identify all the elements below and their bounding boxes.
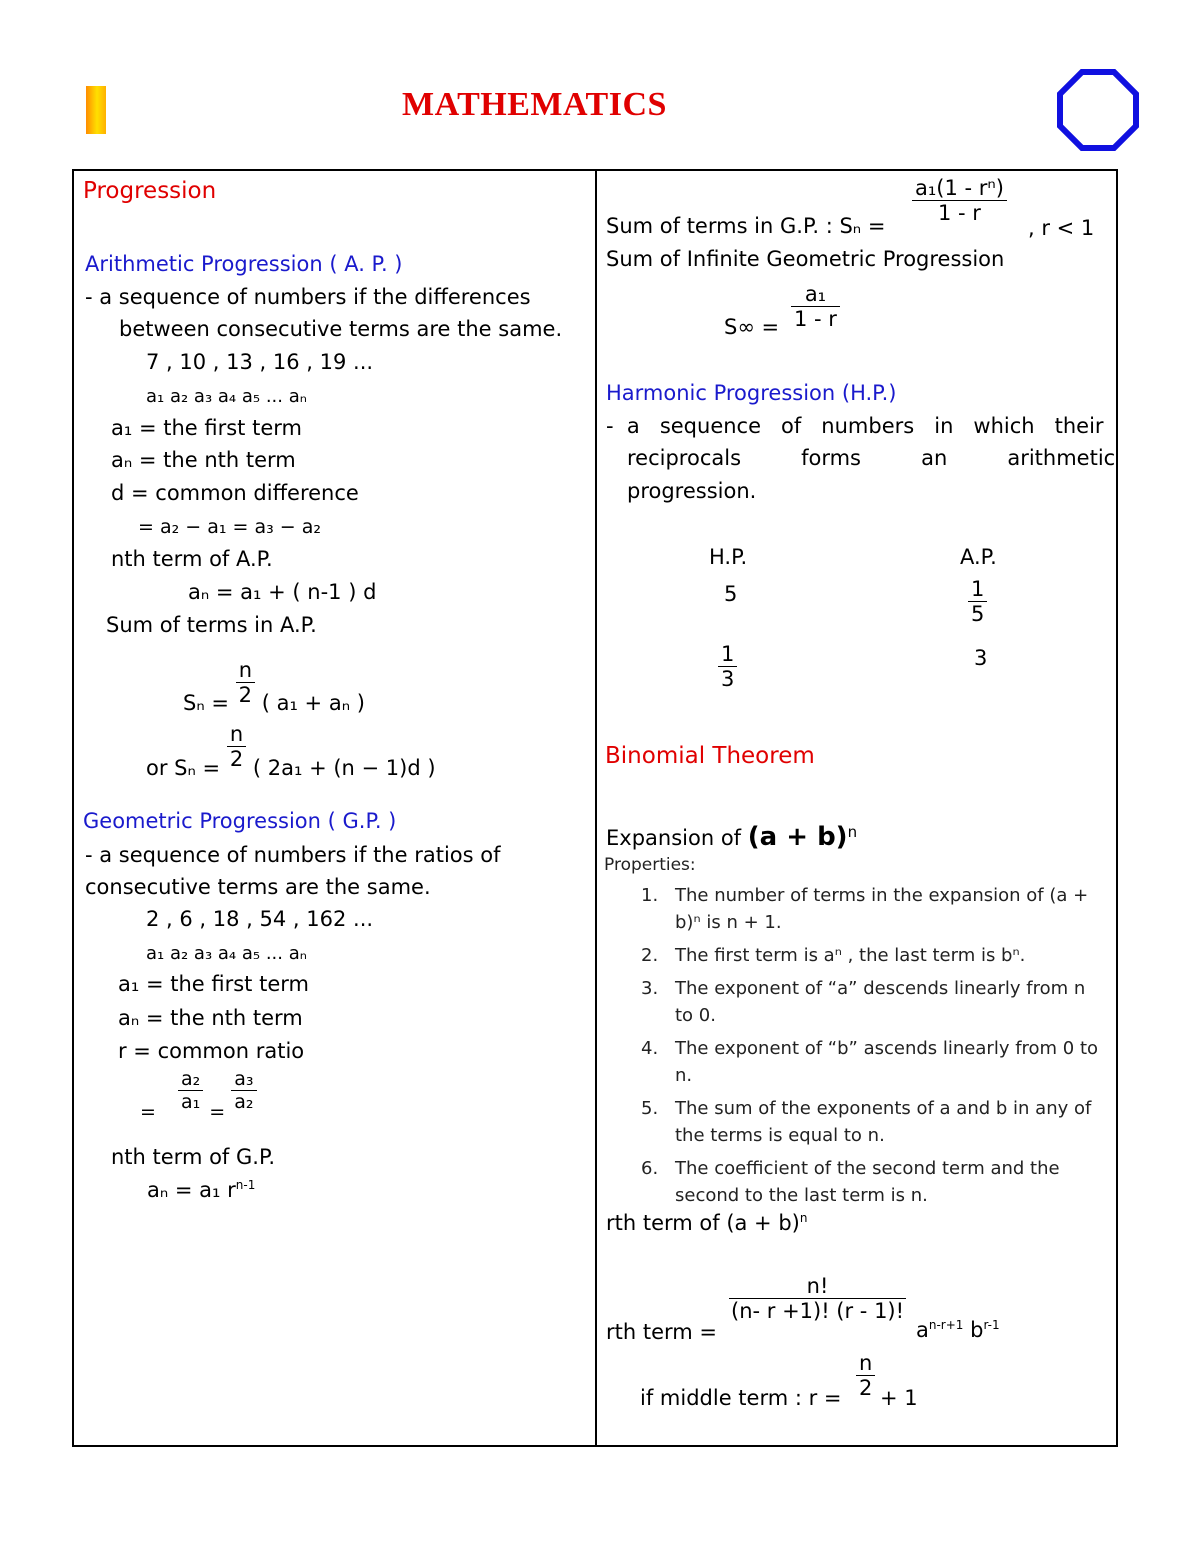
gp-terms: a₁ a₂ a₃ a₄ a₅ ... aₙ <box>146 943 307 964</box>
ap-sum-label: Sum of terms in A.P. <box>106 613 317 637</box>
gp-ratio-formula <box>140 1068 257 1123</box>
rth-a: a <box>916 1318 929 1342</box>
sn-rhs: ( a₁ + aₙ ) <box>261 690 365 715</box>
gp-definition-line1: - a sequence of numbers if the ratios of <box>85 843 501 867</box>
expansion-label-text: Expansion of <box>606 826 742 850</box>
fraction-numerator: a₃ <box>231 1068 256 1091</box>
gp-nth-formula-exponent: n-1 <box>235 1178 256 1192</box>
infinite-gp-label: Sum of Infinite Geometric Progression <box>606 247 1005 271</box>
list-item <box>641 1155 1101 1209</box>
hp-definition-line2: reciprocals forms an arithmetic <box>627 446 1116 470</box>
binomial-heading: Binomial Theorem <box>605 743 815 769</box>
list-item <box>641 882 1101 936</box>
equals-sign: = <box>209 1101 226 1123</box>
fraction-denominator: 2 <box>229 747 244 771</box>
ap-terms: a₁ a₂ a₃ a₄ a₅ ... aₙ <box>146 386 307 407</box>
rth-term-label-text: rth term of (a + b) <box>606 1211 800 1235</box>
fraction-denominator: (n- r +1)! (r - 1)! <box>731 1299 905 1323</box>
ap-column-header: A.P. <box>960 545 997 569</box>
rth-term-powers <box>916 1318 1000 1342</box>
n-over-2-fraction <box>227 722 246 771</box>
rth-a-exponent: n-r+1 <box>928 1318 964 1332</box>
orange-bar-marker <box>86 86 106 134</box>
expansion-exponent: n <box>847 823 858 841</box>
column-divider <box>595 169 597 1447</box>
a2-over-a1-fraction <box>178 1068 203 1113</box>
hp-value-5: 5 <box>724 582 738 606</box>
gp-heading: Geometric Progression ( G.P. ) <box>83 809 397 833</box>
list-item-text: The first term is aⁿ , the last term is bⁿ. <box>675 945 1026 966</box>
ap-value-3: 3 <box>974 646 988 670</box>
ap-example: 7 , 10 , 13 , 16 , 19 ... <box>146 350 374 374</box>
list-item-text: The exponent of “a” descends linearly from n to 0. <box>675 978 1086 1026</box>
expansion-label <box>606 822 857 852</box>
hp-value-one-third <box>718 642 737 691</box>
rth-term-fraction <box>729 1274 906 1323</box>
section-title-progression: Progression <box>83 178 217 204</box>
gp-sum-fraction <box>912 176 1007 225</box>
ap-sum-formula-2 <box>146 708 436 780</box>
fraction-numerator: a₁ <box>791 282 840 307</box>
fraction-denominator: 3 <box>721 667 735 691</box>
list-item-number: 4. <box>641 1038 659 1059</box>
n-over-2-fraction <box>236 658 255 707</box>
infinite-sum-fraction <box>791 282 840 331</box>
ap-nth-term: aₙ = the nth term <box>111 448 296 472</box>
rth-term-lhs: rth term = <box>606 1320 717 1344</box>
gp-sum-label: Sum of terms in G.P. : Sₙ = <box>606 214 886 238</box>
fraction-numerator: n <box>236 658 255 683</box>
fraction-numerator: 1 <box>968 577 987 602</box>
gp-nth-formula <box>147 1178 255 1202</box>
a3-over-a2-fraction <box>231 1068 256 1113</box>
infinite-sum-lhs: S∞ = <box>724 315 780 339</box>
rth-b-exponent: r-1 <box>983 1318 1000 1332</box>
middle-term-rhs: + 1 <box>880 1386 918 1410</box>
rth-b: b <box>970 1318 984 1342</box>
gp-first-term: a₁ = the first term <box>118 972 309 996</box>
hp-column-header: H.P. <box>709 545 748 569</box>
list-item <box>641 942 1101 969</box>
gp-nth-formula-base: aₙ = a₁ r <box>147 1178 236 1202</box>
fraction-denominator: 2 <box>238 683 253 707</box>
ap-nth-label: nth term of A.P. <box>111 547 273 571</box>
hp-definition-line1: - a sequence of numbers in which their <box>606 414 1104 438</box>
list-item-number: 6. <box>641 1158 659 1179</box>
fraction-denominator: a₁ <box>180 1091 201 1113</box>
properties-list <box>641 882 1101 1215</box>
sn-lhs: Sₙ = <box>183 690 229 715</box>
fraction-denominator: 1 - r <box>938 201 981 225</box>
list-item-text: The sum of the exponents of a and b in any of the terms is equal to n. <box>675 1098 1092 1146</box>
fraction-numerator: 1 <box>718 642 737 667</box>
fraction-denominator: 2 <box>859 1376 873 1400</box>
list-item <box>641 1035 1101 1089</box>
list-item-text: The exponent of “b” ascends linearly from 0 to n. <box>675 1038 1099 1086</box>
list-item-text: The coefficient of the second term and the second to the last term is n. <box>675 1158 1060 1206</box>
expansion-expression: (a + b) <box>747 822 848 852</box>
list-item-number: 5. <box>641 1098 659 1119</box>
or-sn-lhs: or Sₙ = <box>146 755 221 780</box>
ap-difference-equation: = a₂ − a₁ = a₃ − a₂ <box>138 516 321 538</box>
middle-term-fraction <box>856 1351 875 1400</box>
ap-sum-formula-1 <box>183 644 365 715</box>
fraction-denominator: 5 <box>971 602 985 626</box>
fraction-numerator: a₁(1 - rⁿ) <box>912 176 1007 201</box>
ap-nth-formula: aₙ = a₁ + ( n-1 ) d <box>188 580 377 604</box>
gp-common-ratio: r = common ratio <box>118 1039 305 1063</box>
gp-definition-line2: consecutive terms are the same. <box>85 875 431 899</box>
ap-definition-line1: - a sequence of numbers if the differences <box>85 285 531 309</box>
fraction-numerator: a₂ <box>178 1068 203 1091</box>
list-item <box>641 975 1101 1029</box>
hp-definition-line3: progression. <box>627 479 757 503</box>
ap-value-one-fifth <box>968 577 987 626</box>
list-item <box>641 1095 1101 1149</box>
ap-heading: Arithmetic Progression ( A. P. ) <box>85 252 403 276</box>
properties-label: Properties: <box>604 855 696 875</box>
ap-definition-line2: between consecutive terms are the same. <box>119 317 563 341</box>
list-item-text: The number of terms in the expansion of (a + b)ⁿ is n + 1. <box>675 885 1089 933</box>
rth-term-label-exponent: n <box>799 1211 808 1225</box>
page-title: MATHEMATICS <box>402 86 667 123</box>
ap-first-term: a₁ = the first term <box>111 416 302 440</box>
fraction-numerator: n <box>856 1351 875 1376</box>
fraction-denominator: 1 - r <box>794 307 837 331</box>
hp-heading: Harmonic Progression (H.P.) <box>606 381 897 405</box>
gp-sum-condition: , r < 1 <box>1028 216 1095 240</box>
octagon-icon <box>1056 68 1140 152</box>
equals-sign: = <box>140 1101 156 1123</box>
fraction-numerator: n <box>227 722 246 747</box>
sn-rhs-2: ( 2a₁ + (n − 1)d ) <box>252 755 436 780</box>
gp-nth-label: nth term of G.P. <box>111 1145 276 1169</box>
list-item-number: 3. <box>641 978 659 999</box>
fraction-denominator: a₂ <box>234 1091 254 1113</box>
fraction-numerator: n! <box>729 1274 906 1299</box>
gp-example: 2 , 6 , 18 , 54 , 162 ... <box>146 907 374 931</box>
middle-term-lhs: if middle term : r = <box>640 1386 842 1410</box>
gp-nth-term: aₙ = the nth term <box>118 1006 303 1030</box>
list-item-number: 2. <box>641 945 659 966</box>
rth-term-label <box>606 1211 807 1235</box>
list-item-number: 1. <box>641 885 659 906</box>
ap-common-difference: d = common difference <box>111 481 359 505</box>
